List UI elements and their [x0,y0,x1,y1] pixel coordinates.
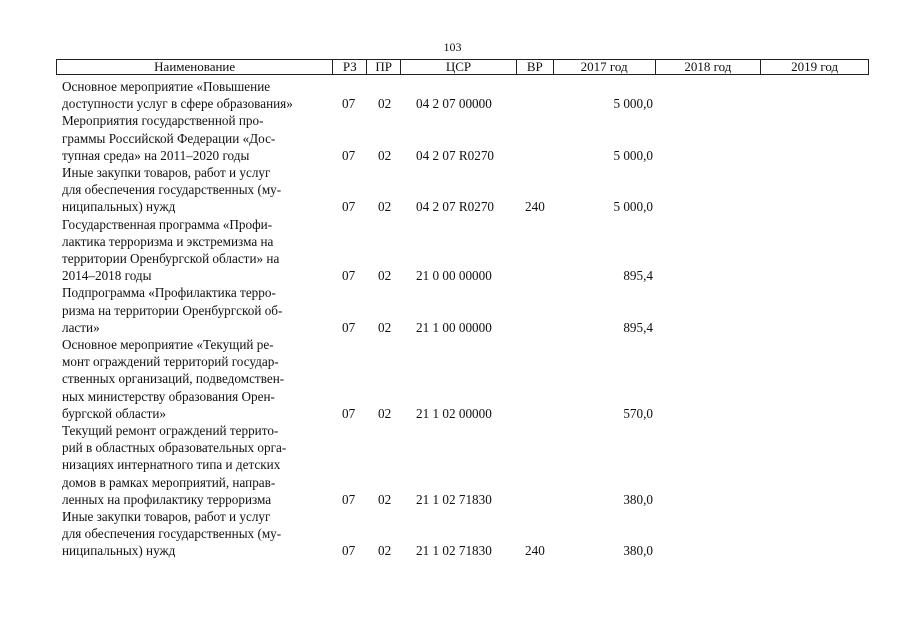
row-2017: 5 000,0 [613,199,653,215]
row-name-line: ниципальных) нужд [62,199,176,215]
row-name [56,164,332,216]
row-2017: 570,0 [623,405,653,421]
row-pr: 02 [378,405,392,421]
header-2018: 2018 год [656,60,762,74]
row-name-line: Государственная программа «Профи- [62,216,273,232]
row-csr: 21 0 00 00000 [416,268,492,284]
row-name-line: лактика терроризма и экстремизма на [62,233,274,249]
row-name-line: монт ограждений территорий государ- [62,354,279,370]
row-name-line: ленных на профилактику терроризма [62,491,272,507]
row-name [56,284,332,336]
row-name-line: бургской области» [62,405,167,421]
row-name-line: тупная среда» на 2011–2020 годы [62,147,250,163]
row-rz: 07 [342,96,356,112]
row-pr: 02 [378,319,392,335]
row-name [56,422,332,508]
row-pr: 02 [378,268,392,284]
page-number: 103 [443,40,462,54]
row-name-line: 2014–2018 годы [62,268,152,284]
table-row [56,78,869,112]
row-name-line: ственных организаций, подведомствен- [62,371,285,387]
row-name-line: для обеспечения государственных (му- [62,182,282,198]
table-row [56,336,869,422]
table-header [56,59,869,75]
row-pr: 02 [378,96,392,112]
row-name-line: домов в рамках мероприятий, направ- [62,474,276,490]
row-vr: 240 [525,543,545,559]
table-row [56,164,869,216]
row-2017: 380,0 [623,491,653,507]
row-name-line: для обеспечения государственных (му- [62,526,282,542]
row-csr: 21 1 02 00000 [416,405,492,421]
row-2017: 895,4 [623,319,653,335]
row-csr: 21 1 00 00000 [416,319,492,335]
row-name-line: Текущий ремонт ограждений террито- [62,423,279,439]
row-name-line: территории Оренбургской области» на [62,251,280,267]
row-name-line: доступности услуг в сфере образования» [62,96,293,112]
row-rz: 07 [342,491,356,507]
table-row [56,422,869,508]
row-2017: 895,4 [623,268,653,284]
row-pr: 02 [378,491,392,507]
row-name [56,336,332,422]
row-name-line: низациях интернатного типа и детских [62,457,281,473]
header-csr: ЦСР [401,60,517,74]
row-pr: 02 [378,199,392,215]
header-pr: ПР [367,60,401,74]
row-rz: 07 [342,268,356,284]
row-name-line: ласти» [62,319,100,335]
table-body [56,78,869,560]
row-name-line: Основное мероприятие «Текущий ре- [62,337,274,353]
row-rz: 07 [342,199,356,215]
row-csr: 04 2 07 R0270 [416,199,495,215]
table-row [56,216,869,285]
row-rz: 07 [342,543,356,559]
row-name-line: ных министерству образования Орен- [62,388,275,404]
row-2017: 5 000,0 [613,96,653,112]
header-vr: ВР [517,60,554,74]
row-2017: 380,0 [623,543,653,559]
row-name-line: граммы Российской Федерации «Дос- [62,130,276,146]
row-name [56,112,332,164]
row-name-line: Иные закупки товаров, работ и услуг [62,165,271,181]
row-name-line: Мероприятия государственной про- [62,113,264,129]
row-name [56,216,332,285]
row-rz: 07 [342,319,356,335]
header-2017: 2017 год [554,60,656,74]
row-name-line: ризма на территории Оренбургской об- [62,302,283,318]
row-vr: 240 [525,199,545,215]
row-rz: 07 [342,147,356,163]
row-name-line: Основное мероприятие «Повышение [62,79,271,94]
row-name-line: Иные закупки товаров, работ и услуг [62,509,271,525]
table-row [56,284,869,336]
table-row [56,112,869,164]
row-name [56,78,332,112]
row-name-line: рий в областных образовательных орга- [62,440,287,456]
row-csr: 21 1 02 71830 [416,491,492,507]
header-rz: РЗ [333,60,367,74]
header-2019: 2019 год [791,60,839,74]
row-name-line: Подпрограмма «Профилактика терро- [62,285,276,301]
row-pr: 02 [378,543,392,559]
row-csr: 04 2 07 R0270 [416,147,495,163]
row-name [56,508,332,560]
header-name: Наименование [57,60,333,74]
table-row [56,508,869,560]
row-csr: 21 1 02 71830 [416,543,492,559]
row-rz: 07 [342,405,356,421]
row-2017: 5 000,0 [613,147,653,163]
row-pr: 02 [378,147,392,163]
row-name-line: ниципальных) нужд [62,543,176,559]
row-csr: 04 2 07 00000 [416,96,492,112]
